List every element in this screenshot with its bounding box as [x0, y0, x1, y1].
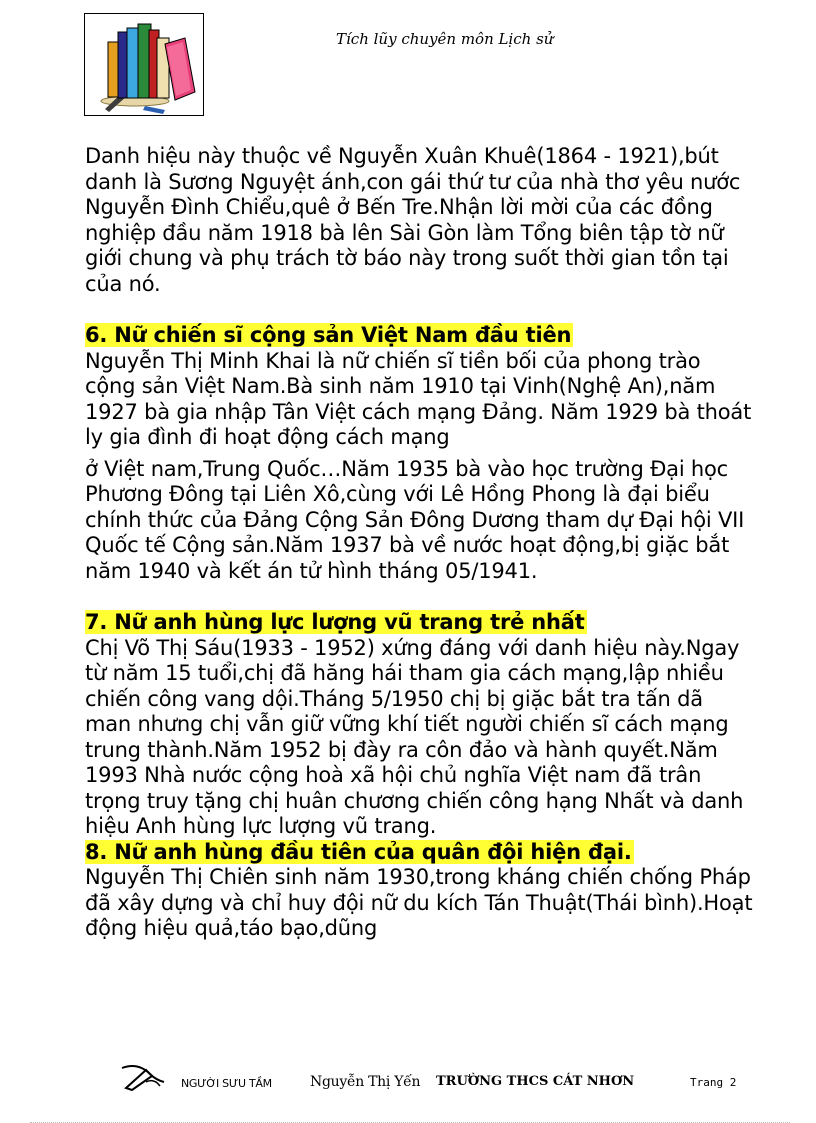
section-8-heading: 8. Nữ anh hùng đầu tiên của quân đội hiện đại. — [85, 839, 632, 864]
section-6-heading: 6. Nữ chiến sĩ cộng sản Việt Nam đầu tiên — [85, 323, 572, 347]
author-name: Nguyễn Thị Yến — [310, 1074, 421, 1090]
section-8-body: Nguyễn Thị Chiên sinh năm 1930,trong kháng chiến chống Pháp đã xây dựng và chỉ huy đội nữ du kích Tán Thuật(Thái bình).Hoạt động hiệu quả,táo bạo,dũng — [85, 865, 753, 940]
section-7 — [85, 610, 755, 636]
intro-paragraph: Danh hiệu này thuộc về Nguyễn Xuân Khuê(1864 - 1921),bút danh là Sương Nguyệt ánh,con gái thứ tư của nhà thơ yêu nước Nguyễn Đình Chiểu,quê ở Bến Tre.Nhận lời mời của các đồng nghiệp đầu năm 1918 bà lên Sài Gòn làm Tổng biên tập tờ nữ giới chung và phụ trách tờ báo này trong suốt thời gian tồn tại của nó. — [85, 144, 741, 296]
section-7-body: Chị Võ Thị Sáu(1933 - 1952) xứng đáng với danh hiệu này.Ngay từ năm 15 tuổi,chị đã hăng hái tham gia cách mạng,lập nhiều chiến công vang dội.Tháng 5/1950 chị bị giặc bắt tra tấn dã man nhưng chị vẫn giữ vững khí tiết người chiến sĩ cách mạng trung thành.Năm 1952 bị đày ra côn đảo và hành quyết.Năm 1993 Nhà nước cộng hoà xã hội chủ nghĩa Việt nam đã trân trọng truy tặng chị huân chương chiến công hạng Nhất và danh hiệu Anh hùng lực lượng vũ trang. — [85, 635, 744, 838]
collector-label: NGƯỜI SƯU TẦM — [181, 1077, 272, 1090]
school-name: TRƯỜNG THCS CÁT NHƠN — [436, 1074, 635, 1089]
section-6 — [85, 323, 755, 349]
section-6-body-1: Nguyễn Thị Minh Khai là nữ chiến sĩ tiền bối của phong trào cộng sản Việt Nam.Bà sinh năm 1910 tại Vinh(Nghệ An),năm 1927 bà gia nhập Tân Việt cách mạng Đảng. Năm 1929 bà thoát ly gia đình đi hoạt động cách mạng — [85, 348, 752, 449]
section-6-body-2: ở Việt nam,Trung Quốc…Năm 1935 bà vào học trường Đại học Phương Đông tại Liên Xô,cùng với Lê Hồng Phong là đại biểu chính thức của Đảng Cộng Sản Đông Dương tham dự Đại hội VII Quốc tế Cộng sản.Năm 1937 bà về nước hoạt động,bị giặc bắt năm 1940 và kết án tử hình tháng 05/1941. — [85, 456, 745, 583]
section-7-heading: 7. Nữ anh hùng lực lượng vũ trang trẻ nhất — [85, 610, 585, 634]
header-logo — [84, 13, 204, 116]
header-title: Tích lũy chuyên môn Lịch sử — [336, 30, 554, 48]
books-icon — [85, 14, 204, 116]
document-body — [85, 144, 755, 942]
page-number: Trang 2 — [690, 1076, 737, 1089]
page-footer — [0, 1072, 816, 1102]
quill-pen-icon — [120, 1060, 166, 1092]
section-8 — [85, 840, 755, 866]
